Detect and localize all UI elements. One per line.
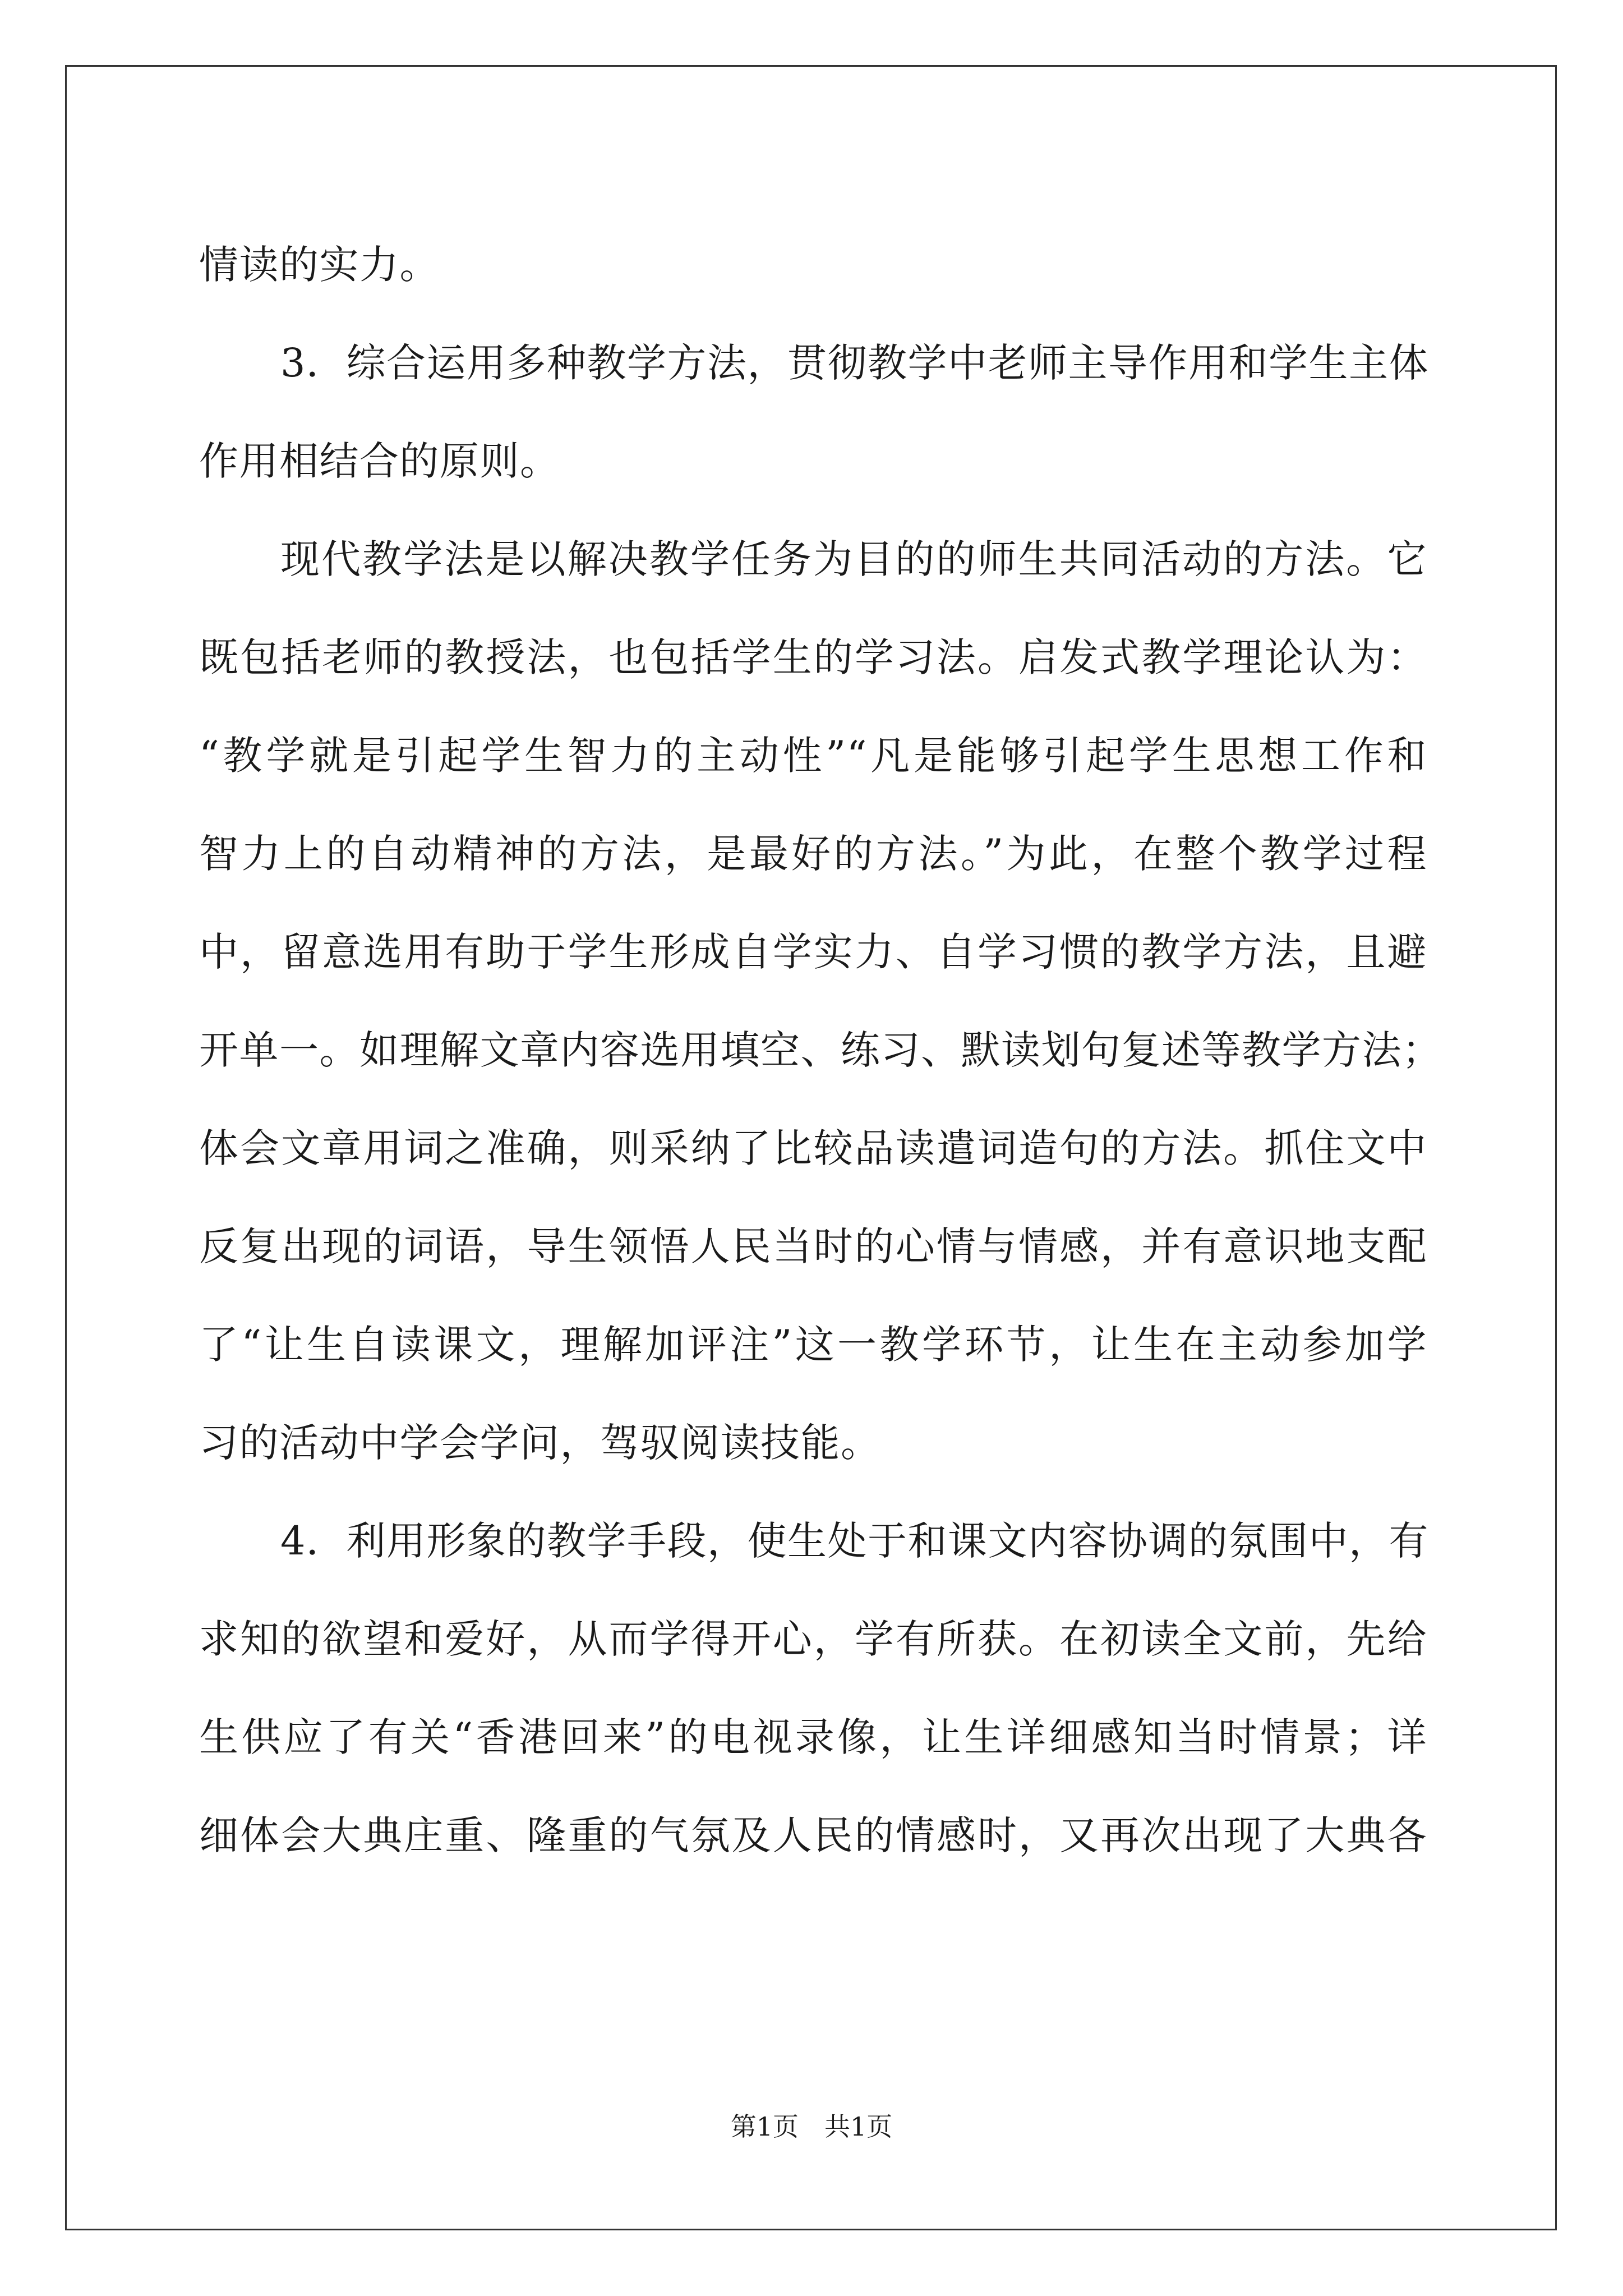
page-footer	[0, 2106, 1623, 2143]
page-number: 第1页	[730, 2111, 799, 2142]
text-line: 中，留意选用有助于学生形成自学实力、自学习惯的教学方法，且避	[199, 929, 1427, 975]
text-line: 体会文章用词之准确，则采纳了比较品读遣词造句的方法。抓住文中	[199, 1125, 1427, 1171]
text-line: 现代教学法是以解决教学任务为目的的师生共同活动的方法。它	[280, 536, 1427, 582]
text-line: 智力上的自动精神的方法，是最好的方法。”为此，在整个教学过程	[199, 831, 1427, 877]
text-line: 开单一。如理解文章内容选用填空、练习、默读划句复述等教学方法；	[199, 1027, 1442, 1073]
page-total: 共1页	[824, 2111, 893, 2142]
text-line: 反复出现的词语，导生领悟人民当时的心情与情感，并有意识地支配	[199, 1223, 1427, 1269]
text-line: 3．综合运用多种教学方法，贯彻教学中老师主导作用和学生主体	[280, 340, 1430, 386]
text-line: 习的活动中学会学问，驾驭阅读技能。	[199, 1420, 881, 1466]
document-body	[199, 216, 1442, 1885]
text-line: 求知的欲望和爱好，从而学得开心，学有所获。在初读全文前，先给	[199, 1616, 1427, 1662]
text-line: 4．利用形象的教学手段，使生处于和课文内容协调的氛围中，有	[280, 1518, 1430, 1564]
text-line: 细体会大典庄重、隆重的气氛及人民的情感时，又再次出现了大典各	[199, 1812, 1427, 1858]
text-line: 了“让生自读课文，理解加评注”这一教学环节，让生在主动参加学	[199, 1322, 1427, 1368]
text-line: 作用相结合的原则。	[199, 438, 560, 484]
text-line: 情读的实力。	[199, 242, 440, 288]
text-line: 既包括老师的教授法，也包括学生的学习法。启发式教学理论认为：	[199, 634, 1427, 680]
text-line: 生供应了有关“香港回来”的电视录像，让生详细感知当时情景；详	[199, 1714, 1427, 1760]
text-line: “教学就是引起学生智力的主动性”“凡是能够引起学生思想工作和	[199, 733, 1427, 779]
